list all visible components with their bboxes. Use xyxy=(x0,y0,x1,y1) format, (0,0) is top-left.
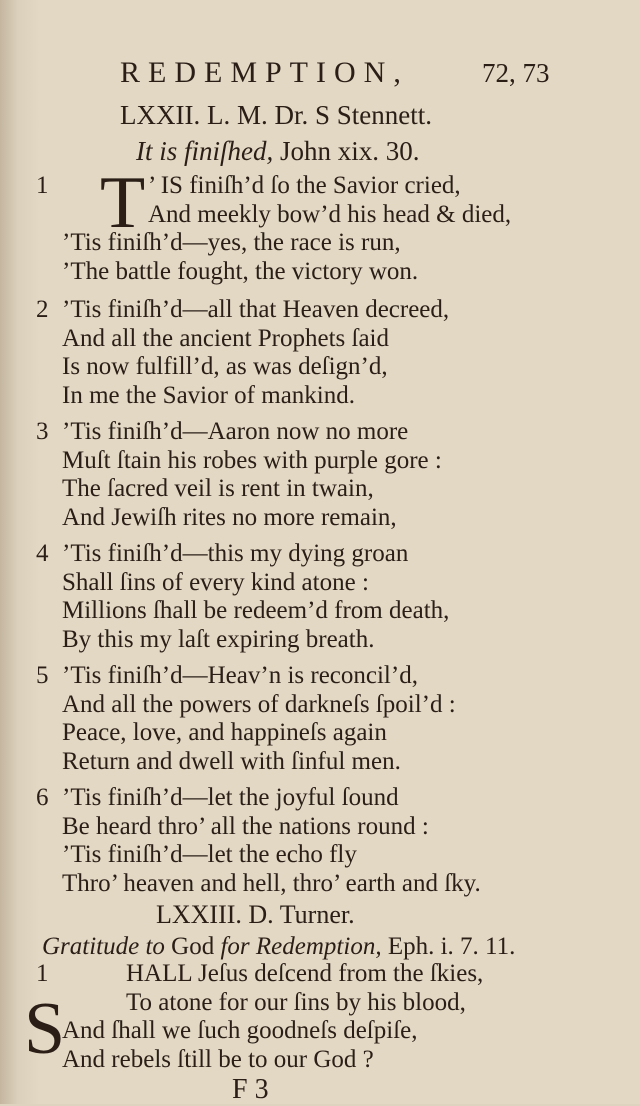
stanza-1 xyxy=(36,162,626,286)
drop-cap-letter: S xyxy=(24,988,66,1070)
hymn-subtitle xyxy=(42,933,515,961)
running-header-title: REDEMPTION, xyxy=(120,56,409,89)
verse-line: ’Tis finiſh’d—yes, the race is run, xyxy=(62,229,401,256)
verse-line: Shall ſins of every kind atone : xyxy=(62,568,369,596)
running-header-page-numbers: 72, 73 xyxy=(482,58,550,88)
verse-line: And all the ancient Prophets ſaid xyxy=(62,324,390,352)
drop-cap-letter: T xyxy=(100,162,146,244)
verse-line: Muſt ſtain his robes with purple gore : xyxy=(62,446,442,474)
hymn-heading: LXXIII. D. Turner. xyxy=(156,900,355,929)
hymn-subtitle-italic: Gratitude to xyxy=(42,933,172,960)
verse-line: ’Tis finiſh’d—Heav’n is reconcil’d, xyxy=(62,662,418,689)
verse-line: And Jewiſh rites no more remain, xyxy=(62,503,397,531)
stanza-number: 2 xyxy=(36,296,49,323)
stanza-5 xyxy=(36,662,626,776)
verse-line: Is now fulfill’d, as was deſign’d, xyxy=(62,353,388,380)
hymn-subtitle-italic: for Redemption, xyxy=(220,933,382,960)
hymn-subtitle-god: God xyxy=(171,933,221,960)
hymn-subtitle-reference: Eph. i. 7. 11. xyxy=(381,933,516,960)
verse-line: To atone for our ſins by his blood, xyxy=(126,988,466,1016)
verse-line: And ſhall we ſuch goodneſs deſpiſe, xyxy=(62,1017,418,1044)
verse-line: Thro’ heaven and hell, thro’ earth and ſky. xyxy=(62,869,481,897)
verse-line: Be heard thro’ all the nations round : xyxy=(62,812,429,840)
verse-line: ’Tis finiſh’d—let the joyful ſound xyxy=(62,784,399,811)
stanza-1 xyxy=(36,960,626,1074)
verse-line: And meekly bow’d his head & died, xyxy=(148,200,512,228)
verse-line: ’The battle fought, the victory won. xyxy=(62,257,419,285)
stanza-4 xyxy=(36,540,626,654)
hymn-heading: LXXII. L. M. Dr. S Stennett. xyxy=(120,100,432,130)
stanza-number: 6 xyxy=(36,784,49,811)
verse-line: By this my laſt expiring breath. xyxy=(62,625,375,653)
verse-line: And all the powers of darkneſs ſpoil’d : xyxy=(62,690,456,718)
verse-line: In me the Savior of mankind. xyxy=(62,381,355,409)
verse-line: And rebels ſtill be to our God ? xyxy=(62,1045,374,1073)
stanza-number: 4 xyxy=(36,540,49,567)
verse-line: Millions ſhall be redeem’d from death, xyxy=(62,597,450,624)
stanza-number: 1 xyxy=(36,172,49,199)
verse-line: Peace, love, and happineſs again xyxy=(62,719,387,746)
verse-line: ’Tis finiſh’d—all that Heaven decreed, xyxy=(62,296,450,323)
hymn-subtitle-reference: John xix. 30. xyxy=(273,136,420,166)
verse-line: ’ IS finiſh’d ſo the Savior cried, xyxy=(148,172,461,199)
hymn-subtitle-italic: It is finiſhed, xyxy=(136,136,274,166)
hymn-subtitle xyxy=(136,136,420,167)
verse-line: HALL Jeſus deſcend from the ſkies, xyxy=(126,960,484,987)
stanza-3 xyxy=(36,418,626,532)
verse-line: Return and dwell with ſinful men. xyxy=(62,747,401,775)
verse-line: The ſacred veil is rent in twain, xyxy=(62,475,374,502)
stanza-number: 5 xyxy=(36,662,49,689)
verse-line: ’Tis finiſh’d—Aaron now no more xyxy=(62,418,409,445)
verse-line: ’Tis finiſh’d—this my dying groan xyxy=(62,540,409,567)
stanza-number: 1 xyxy=(36,960,49,987)
stanza-2 xyxy=(36,296,626,410)
stanza-6 xyxy=(36,784,626,898)
stanza-number: 3 xyxy=(36,418,49,445)
signature-mark: F 3 xyxy=(232,1074,269,1105)
verse-line: ’Tis finiſh’d—let the echo fly xyxy=(62,841,357,868)
